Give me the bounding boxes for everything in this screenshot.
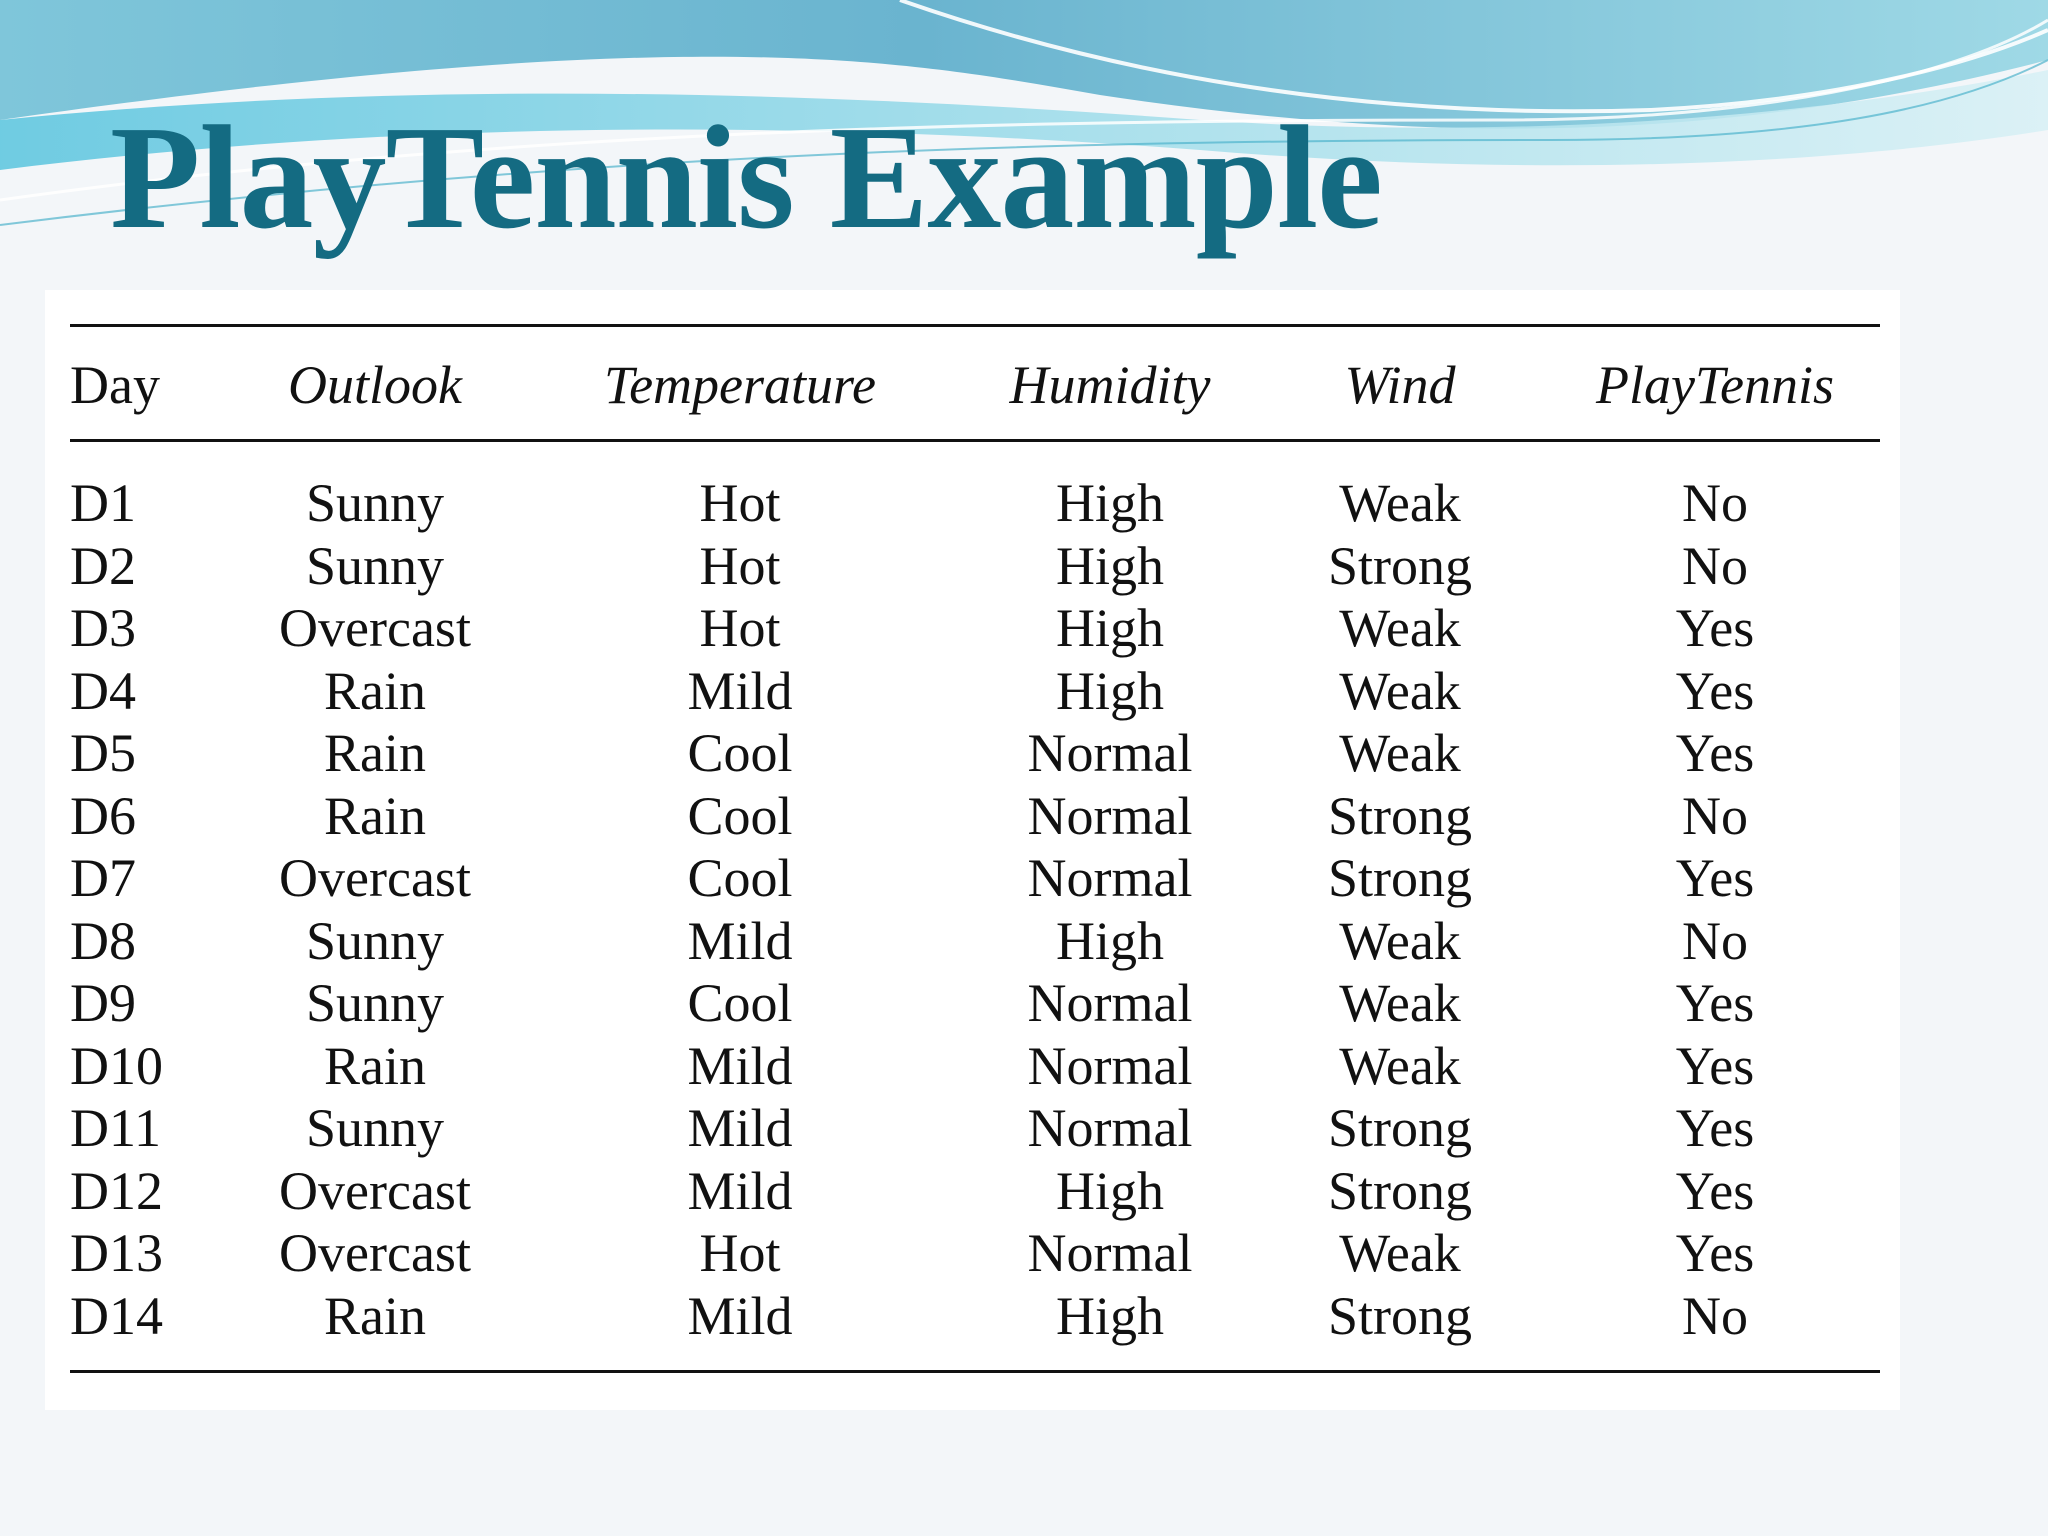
table-row bbox=[0, 1160, 2048, 1222]
cell-playtennis: Yes bbox=[1675, 723, 1755, 783]
cell-humidity: High bbox=[1056, 660, 1164, 721]
cell-wind: Weak bbox=[1339, 1223, 1461, 1283]
cell-day: D14 bbox=[70, 1285, 163, 1346]
cell-playtennis: Yes bbox=[1675, 1035, 1755, 1096]
cell-wind: Strong bbox=[1327, 1285, 1473, 1346]
cell-temperature: Hot bbox=[699, 535, 781, 596]
header-playtennis: PlayTennis bbox=[1595, 355, 1835, 415]
cell-day: D7 bbox=[70, 848, 136, 908]
cell-humidity: High bbox=[1056, 598, 1164, 658]
cell-wind: Weak bbox=[1339, 910, 1461, 971]
cell-day: D13 bbox=[70, 1223, 163, 1283]
cell-day: D5 bbox=[70, 723, 136, 783]
slide-title: PlayTennis Example bbox=[110, 96, 1382, 260]
cell-wind: Weak bbox=[1339, 1035, 1461, 1096]
cell-humidity: Normal bbox=[1027, 973, 1193, 1033]
cell-day: D4 bbox=[70, 660, 136, 721]
header-temperature: Temperature bbox=[603, 355, 877, 415]
cell-humidity: High bbox=[1056, 473, 1164, 533]
cell-outlook: Sunny bbox=[305, 535, 445, 596]
table-row bbox=[0, 472, 2048, 534]
cell-playtennis: Yes bbox=[1675, 598, 1755, 658]
cell-day: D10 bbox=[70, 1035, 163, 1096]
cell-wind: Weak bbox=[1339, 973, 1461, 1033]
cell-wind: Weak bbox=[1339, 660, 1461, 721]
cell-day: D8 bbox=[70, 910, 136, 971]
table-bottom-rule bbox=[70, 1370, 1880, 1373]
cell-outlook: Overcast bbox=[279, 1223, 471, 1283]
cell-outlook: Rain bbox=[324, 785, 426, 846]
header-humidity: Humidity bbox=[1009, 355, 1211, 415]
cell-day: D9 bbox=[70, 973, 136, 1033]
cell-playtennis: No bbox=[1682, 785, 1748, 846]
cell-playtennis: Yes bbox=[1675, 973, 1755, 1033]
table-header bbox=[0, 350, 2048, 420]
header-outlook: Outlook bbox=[288, 355, 462, 415]
cell-wind: Strong bbox=[1327, 1098, 1473, 1158]
cell-humidity: High bbox=[1056, 535, 1164, 596]
table-row bbox=[0, 1222, 2048, 1284]
table-row bbox=[0, 1035, 2048, 1097]
cell-humidity: Normal bbox=[1027, 1223, 1193, 1283]
cell-outlook: Sunny bbox=[305, 973, 445, 1033]
cell-temperature: Cool bbox=[687, 723, 793, 783]
cell-temperature: Hot bbox=[699, 1223, 781, 1283]
cell-humidity: Normal bbox=[1027, 1098, 1193, 1158]
cell-wind: Weak bbox=[1339, 723, 1461, 783]
cell-temperature: Mild bbox=[687, 910, 793, 971]
cell-outlook: Sunny bbox=[305, 473, 445, 533]
table-row bbox=[0, 597, 2048, 659]
cell-playtennis: No bbox=[1682, 473, 1748, 533]
table-row bbox=[0, 1285, 2048, 1347]
cell-outlook: Rain bbox=[324, 1285, 426, 1346]
cell-temperature: Mild bbox=[687, 1098, 793, 1158]
cell-playtennis: Yes bbox=[1675, 1160, 1755, 1221]
cell-wind: Strong bbox=[1327, 785, 1473, 846]
table-row bbox=[0, 535, 2048, 597]
cell-temperature: Mild bbox=[687, 1035, 793, 1096]
cell-wind: Strong bbox=[1327, 848, 1473, 908]
cell-day: D6 bbox=[70, 785, 136, 846]
cell-outlook: Overcast bbox=[279, 1160, 471, 1221]
cell-temperature: Cool bbox=[687, 785, 793, 846]
cell-wind: Strong bbox=[1327, 535, 1473, 596]
table-header-rule bbox=[70, 439, 1880, 442]
table-row bbox=[0, 722, 2048, 784]
table-row bbox=[0, 1097, 2048, 1159]
cell-temperature: Mild bbox=[687, 1285, 793, 1346]
cell-playtennis: No bbox=[1682, 910, 1748, 971]
cell-outlook: Overcast bbox=[279, 598, 471, 658]
table-top-rule bbox=[70, 324, 1880, 327]
cell-day: D2 bbox=[70, 535, 136, 596]
cell-outlook: Rain bbox=[324, 660, 426, 721]
cell-outlook: Sunny bbox=[305, 1098, 445, 1158]
cell-playtennis: No bbox=[1682, 1285, 1748, 1346]
cell-playtennis: No bbox=[1682, 535, 1748, 596]
cell-wind: Weak bbox=[1339, 473, 1461, 533]
cell-day: D1 bbox=[70, 473, 136, 533]
cell-temperature: Mild bbox=[687, 660, 793, 721]
table-row bbox=[0, 660, 2048, 722]
cell-outlook: Sunny bbox=[305, 910, 445, 971]
cell-humidity: High bbox=[1056, 910, 1164, 971]
cell-outlook: Rain bbox=[324, 723, 426, 783]
cell-humidity: Normal bbox=[1027, 785, 1193, 846]
header-day: Day bbox=[70, 355, 160, 415]
table-row bbox=[0, 785, 2048, 847]
cell-day: D12 bbox=[70, 1160, 163, 1221]
table-row bbox=[0, 847, 2048, 909]
cell-playtennis: Yes bbox=[1675, 848, 1755, 908]
cell-temperature: Mild bbox=[687, 1160, 793, 1221]
cell-wind: Weak bbox=[1339, 598, 1461, 658]
cell-temperature: Cool bbox=[687, 848, 793, 908]
cell-day: D3 bbox=[70, 598, 136, 658]
cell-outlook: Overcast bbox=[279, 848, 471, 908]
cell-humidity: Normal bbox=[1027, 1035, 1193, 1096]
cell-humidity: Normal bbox=[1027, 723, 1193, 783]
cell-temperature: Hot bbox=[699, 598, 781, 658]
cell-day: D11 bbox=[70, 1098, 161, 1158]
cell-humidity: Normal bbox=[1027, 848, 1193, 908]
cell-playtennis: Yes bbox=[1675, 1098, 1755, 1158]
cell-temperature: Hot bbox=[699, 473, 781, 533]
table-row bbox=[0, 972, 2048, 1034]
cell-humidity: High bbox=[1056, 1285, 1164, 1346]
cell-wind: Strong bbox=[1327, 1160, 1473, 1221]
table-row bbox=[0, 910, 2048, 972]
cell-playtennis: Yes bbox=[1675, 1223, 1755, 1283]
cell-outlook: Rain bbox=[324, 1035, 426, 1096]
cell-temperature: Cool bbox=[687, 973, 793, 1033]
cell-humidity: High bbox=[1056, 1160, 1164, 1221]
header-wind: Wind bbox=[1344, 355, 1456, 415]
cell-playtennis: Yes bbox=[1675, 660, 1755, 721]
